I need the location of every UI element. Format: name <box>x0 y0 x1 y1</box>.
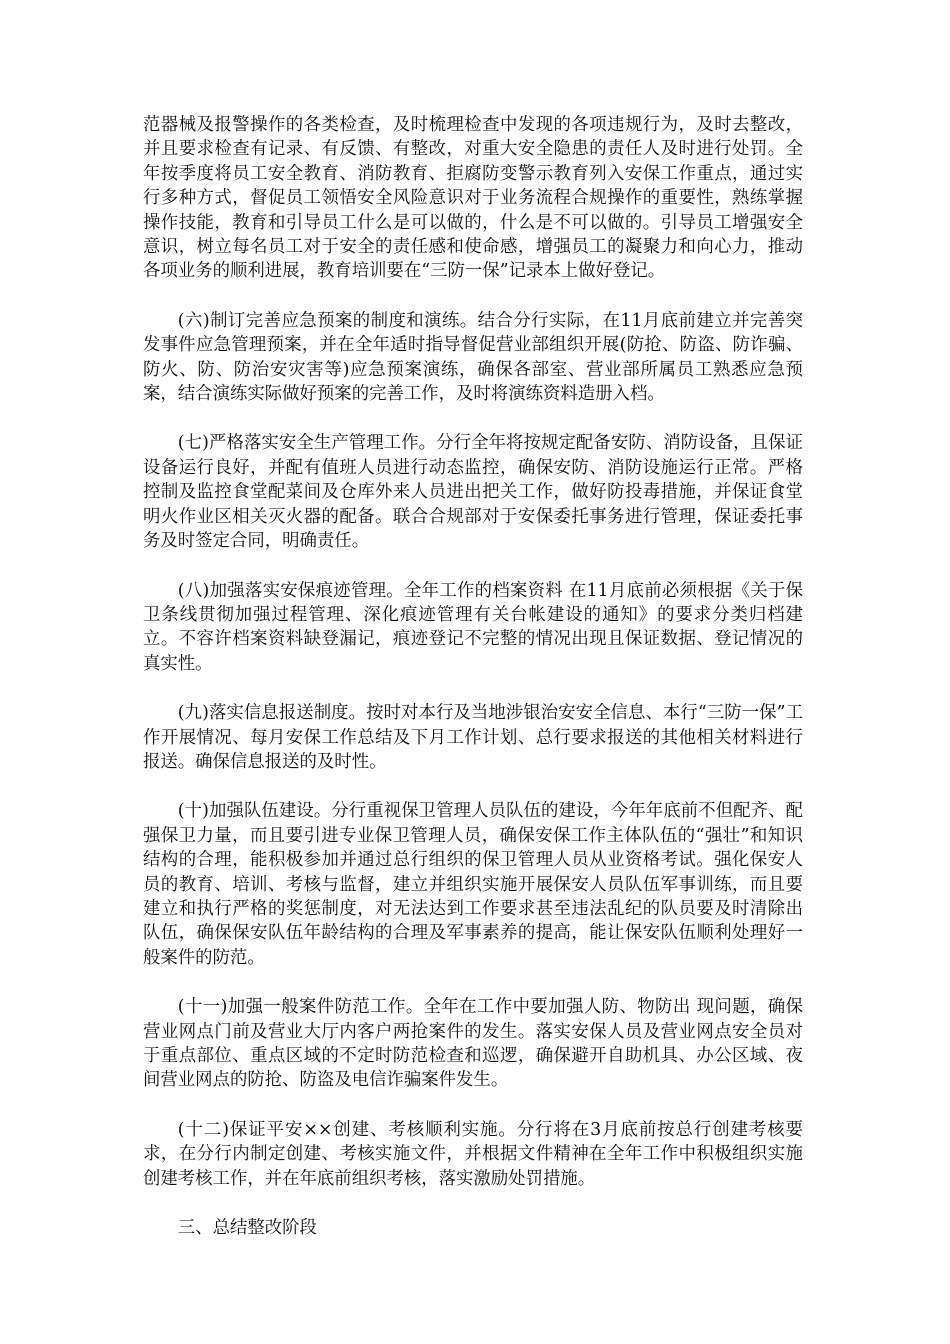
paragraph-trace-management: (八)加强落实安保痕迹管理。全年工作的档案资料 在11月底前必须根据《关于保卫条线贯彻加强过程管理、深化痕迹管理有关台帐建设的通知》的要求分类归档建立。不容许档案资料缺登漏记，痕迹登记不完整的情况出现且保证数据、登记情况的真实性。 <box>143 580 803 674</box>
paragraph-info-reporting: (九)落实信息报送制度。按时对本行及当地涉银治安安全信息、本行“三防一保”工作开展情况、每月安保工作总结及下月工作计划、总行要求报送的其他相关材料进行报送。确保信息报送的及时性。 <box>143 703 803 772</box>
section-heading: 三、总结整改阶段 <box>177 1218 317 1239</box>
paragraph-continued: 范器械及报警操作的各类检查，及时梳理检查中发现的各项违规行为，及时去整改，并且要求检查有记录、有反馈、有整改，对重大安全隐患的责任人及时进行处罚。全年按季度将员工安全教育、消防教育、拒腐防变警示教育列入安保工作重点，通过实行多种方式，督促员工领悟安全风险意识对于业务流程合规操作的重要性，熟练掌握操作技能，教育和引导员工什么是可以做的，什么是不可以做的。引导员工增强安全意识，树立每名员工对于安全的责任感和使命感，增强员工的凝聚力和向心力，推动各项业务的顺利进展，教育培训要在“三防一保”记录本上做好登记。 <box>143 115 803 282</box>
paragraph-emergency-plan: (六)制订完善应急预案的制度和演练。结合分行实际，在11月底前建立并完善突发事件应急管理预案，并在全年适时指导督促营业部组织开展(防抢、防盗、防诈骗、防火、防、防治安灾害等)应急预案演练，确保各部室、营业部所属员工熟悉应急预案，结合演练实际做好预案的完善工作，及时将演练资料造册入档。 <box>143 310 803 405</box>
paragraph-safety-production: (七)严格落实安全生产管理工作。分行全年将按规定配备安防、消防设备，且保证设备运行良好，并配有值班人员进行动态监控，确保安防、消防设施运行正常。严格控制及监控食堂配菜间及仓库外来人员进出把关工作，做好防投毒措施，并保证食堂明火作业区相关灭火器的配备。联合合规部对于安保委托事务进行管理，保证委托事务及时签定合同，明确责任。 <box>143 433 803 552</box>
paragraph-team-building: (十)加强队伍建设。分行重视保卫管理人员队伍的建设，今年年底前不但配齐、配强保卫力量，而且要引进专业保卫管理人员，确保安保工作主体队伍的“强壮”和知识结构的合理，能积极参加并通过总行组织的保卫管理人员从业资格考试。强化保安人员的教育、培训、考核与监督，建立并组织实施开展保安人员队伍军事训练，而且要建立和执行严格的奖惩制度，对无法达到工作要求甚至违法乱纪的队员要及时清除出队伍，确保保安队伍年龄结构的合理及军事素养的提高，能让保安队伍顺利处理好一般案件的防范。 <box>143 801 803 968</box>
paragraph-case-prevention: (十一)加强一般案件防范工作。全年在工作中要加强人防、物防出 现问题，确保营业网点门前及营业大厅内客户两抢案件的发生。落实安保人员及营业网点安全员对于重点部位、重点区域的不定时防范检查和巡逻，确保避开自助机具、办公区域、夜间营业网点的防抢、防盗及电信诈骗案件发生。 <box>143 997 803 1091</box>
document-body <box>143 113 803 1240</box>
paragraph-safe-creation: (十二)保证平安××创建、考核顺利实施。分行将在3月底前按总行创建考核要求，在分行内制定创建、考核实施文件，并根据文件精神在全年工作中积极组织实施创建考核工作，并在年底前组织考核，落实激励处罚措施。 <box>143 1119 803 1189</box>
